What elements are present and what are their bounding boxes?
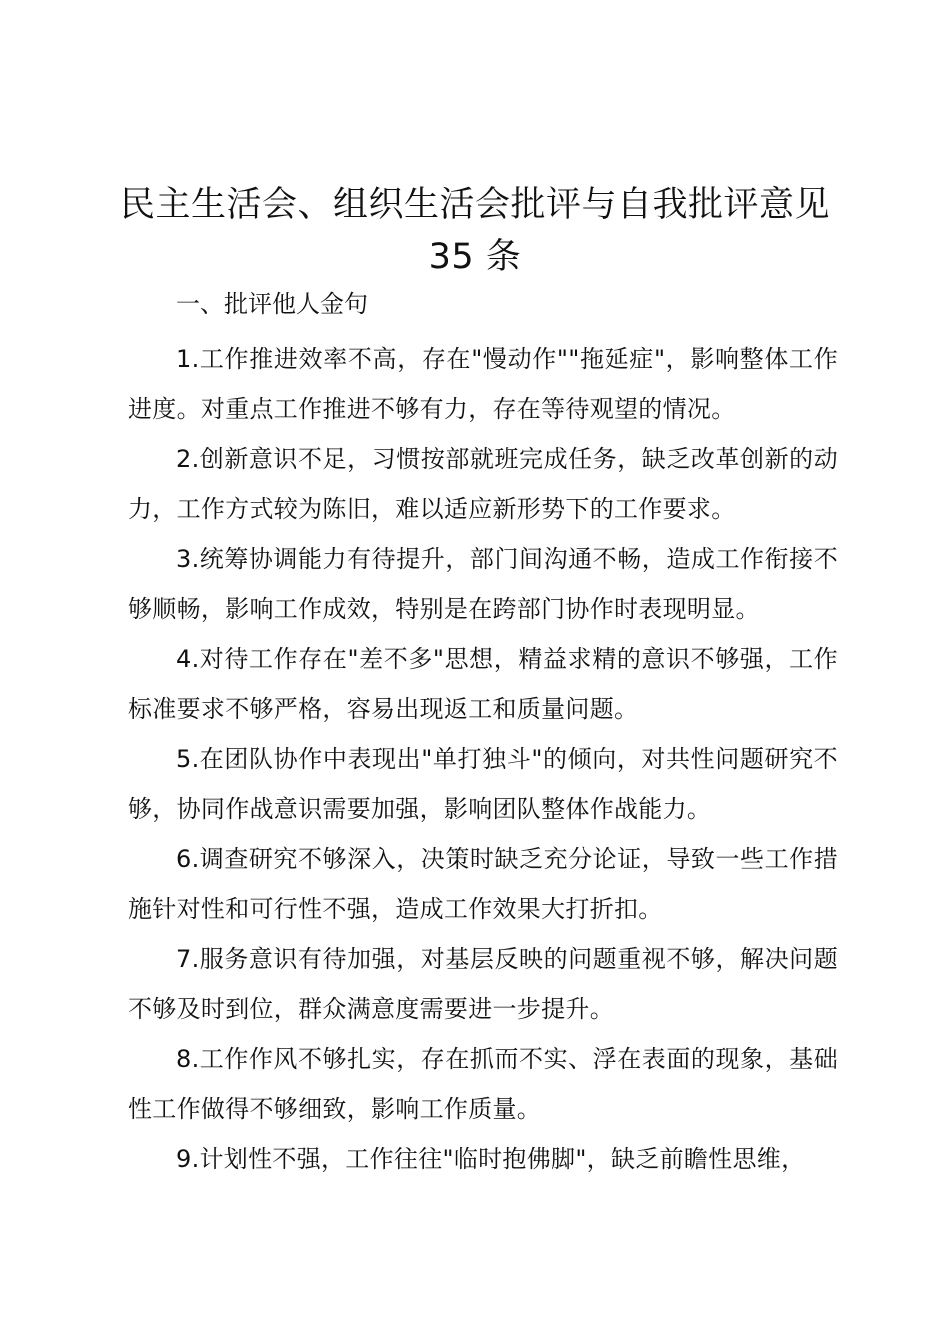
criticism-list: [128, 334, 838, 1184]
list-item: 9.计划性不强，工作往往"临时抱佛脚"，缺乏前瞻性思维，: [176, 1145, 806, 1173]
list-item: 1.工作推进效率不高，存在"慢动作""拖延症"，影响整体工作进度。对重点工作推进不够有力，存在等待观望的情况。: [128, 345, 838, 423]
document-title-line-1: 民主生活会、组织生活会批评与自我批评意见: [119, 185, 830, 225]
list-item: 4.对待工作存在"差不多"思想，精益求精的意识不够强，工作标准要求不够严格，容易出现返工和质量问题。: [128, 645, 838, 723]
list-item: 8.工作作风不够扎实，存在抓而不实、浮在表面的现象，基础性工作做得不够细致，影响工作质量。: [128, 1045, 838, 1123]
list-item: 6.调查研究不够深入，决策时缺乏充分论证，导致一些工作措施针对性和可行性不强，造成工作效果大打折扣。: [128, 845, 838, 923]
document-title-line-2: 35 条: [428, 237, 522, 277]
list-item: 7.服务意识有待加强，对基层反映的问题重视不够，解决问题不够及时到位，群众满意度需要进一步提升。: [128, 945, 838, 1023]
list-item: 5.在团队协作中表现出"单打独斗"的倾向，对共性问题研究不够，协同作战意识需要加强，影响团队整体作战能力。: [128, 745, 838, 823]
section-heading: 一、批评他人金句: [176, 290, 368, 318]
list-item: 2.创新意识不足，习惯按部就班完成任务，缺乏改革创新的动力，工作方式较为陈旧，难以适应新形势下的工作要求。: [128, 445, 838, 523]
list-item: 3.统筹协调能力有待提升，部门间沟通不畅，造成工作衔接不够顺畅，影响工作成效，特别是在跨部门协作时表现明显。: [128, 545, 838, 623]
